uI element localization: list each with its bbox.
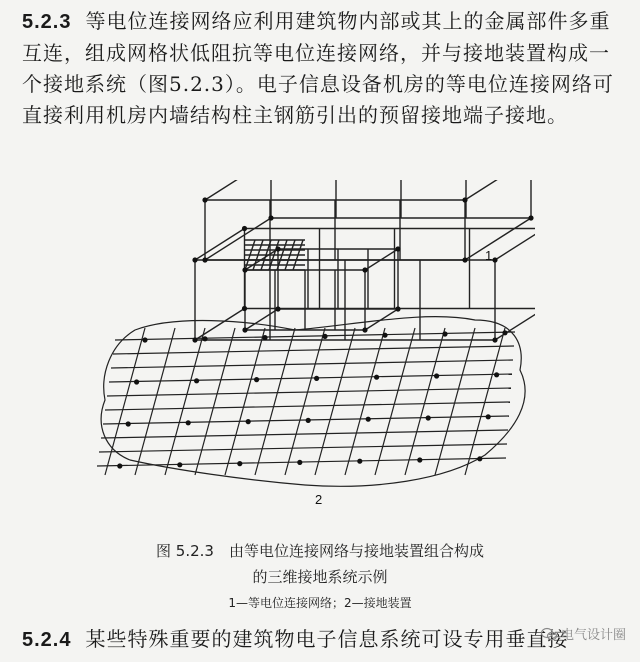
bond-point <box>494 372 499 377</box>
ground-mesh-line <box>105 402 510 410</box>
bond-point <box>142 337 147 342</box>
figure-caption-line-2: 的三维接地系统示例 <box>252 568 388 586</box>
bond-point <box>297 460 302 465</box>
ground-mesh-line <box>99 444 507 452</box>
ground-outline <box>101 317 525 487</box>
bond-point <box>382 333 387 338</box>
bond-point <box>322 334 327 339</box>
bond-point <box>242 267 247 272</box>
bond-point <box>275 306 280 311</box>
frame-edge <box>205 218 271 260</box>
bond-point <box>314 376 319 381</box>
bond-point <box>502 330 507 335</box>
ground-mesh-line <box>225 328 265 475</box>
bond-point <box>357 459 362 464</box>
bond-point <box>202 257 207 262</box>
ground-mesh-line <box>113 346 514 354</box>
ground-mesh-line <box>115 332 515 340</box>
section-5-2-4-paragraph <box>22 624 622 656</box>
bond-point <box>134 379 139 384</box>
bond-point <box>426 415 431 420</box>
frame-edge <box>465 180 531 200</box>
ground-mesh-line <box>135 328 175 475</box>
ground-mesh-line <box>465 328 505 475</box>
bond-point <box>254 377 259 382</box>
bond-point <box>194 378 199 383</box>
bond-point <box>306 418 311 423</box>
watermark <box>541 624 626 643</box>
bond-point <box>268 215 273 220</box>
bond-point <box>242 226 247 231</box>
bond-point <box>374 375 379 380</box>
bond-point <box>242 306 247 311</box>
ground-mesh-line <box>345 328 385 475</box>
ground-mesh-line <box>107 388 511 396</box>
figure-legend: 1—等电位连接网络；2—接地装置 <box>228 596 412 610</box>
frame-edge <box>245 309 278 330</box>
bond-point <box>395 246 400 251</box>
section-text: 等电位连接网络应利用建筑物内部或其上的金属部件多重互连，组成网格状低阻抗等电位连接网络，并与接地装置构成一个接地系统（图5.2.3）。电子信息设备机房的等电位连接网络可直接利用机房内墙结构柱主钢筋引出的预留接地端子接地。 <box>22 9 614 127</box>
ground-mesh-line <box>195 328 235 475</box>
wechat-icon <box>541 627 557 641</box>
label-2: 2 <box>315 492 323 507</box>
bond-point <box>486 414 491 419</box>
watermark-text: 电气设计圈 <box>560 628 626 643</box>
bond-point <box>477 456 482 461</box>
ground-mesh-line <box>111 360 513 368</box>
ground-mesh-line <box>165 328 205 475</box>
ground-mesh-line <box>375 328 415 475</box>
bond-point <box>362 327 367 332</box>
bond-point <box>366 417 371 422</box>
bond-point <box>492 337 497 342</box>
frame-edge <box>465 218 531 260</box>
bond-point <box>442 331 447 336</box>
bond-point <box>202 336 207 341</box>
bond-point <box>202 197 207 202</box>
frame-edge <box>195 229 245 261</box>
ground-mesh-line <box>255 328 295 475</box>
label-1: 1 <box>485 248 493 263</box>
bond-point <box>492 257 497 262</box>
bond-point <box>192 337 197 342</box>
frame-edge <box>495 229 535 261</box>
bond-point <box>395 306 400 311</box>
bond-point <box>275 246 280 251</box>
section-number: 5.2.3 <box>22 11 72 33</box>
bond-point <box>126 421 131 426</box>
bond-point <box>246 419 251 424</box>
bond-point <box>237 461 242 466</box>
bond-point <box>434 373 439 378</box>
bond-point <box>177 462 182 467</box>
ground-mesh-line <box>435 328 475 475</box>
bond-point <box>192 257 197 262</box>
grounding-system-figure <box>95 180 535 520</box>
bond-point <box>462 197 467 202</box>
bond-point <box>462 257 467 262</box>
ground-mesh-line <box>405 328 445 475</box>
bond-point <box>362 267 367 272</box>
bond-point <box>528 215 533 220</box>
section-number: 5.2.4 <box>22 629 72 651</box>
section-text: 某些特殊重要的建筑物电子信息系统可设专用垂直接 <box>85 627 569 651</box>
ground-mesh-line <box>105 328 145 475</box>
frame-edge <box>195 309 245 341</box>
bond-point <box>417 457 422 462</box>
bond-point <box>242 327 247 332</box>
frame-edge <box>205 180 271 200</box>
bond-point <box>186 420 191 425</box>
grounding-diagram <box>95 180 535 520</box>
figure-caption-line-1: 图 5.2.3 由等电位连接网络与接地装置组合构成 <box>156 542 484 560</box>
bond-point <box>262 335 267 340</box>
bond-point <box>117 463 122 468</box>
section-5-2-3-paragraph <box>22 6 622 131</box>
